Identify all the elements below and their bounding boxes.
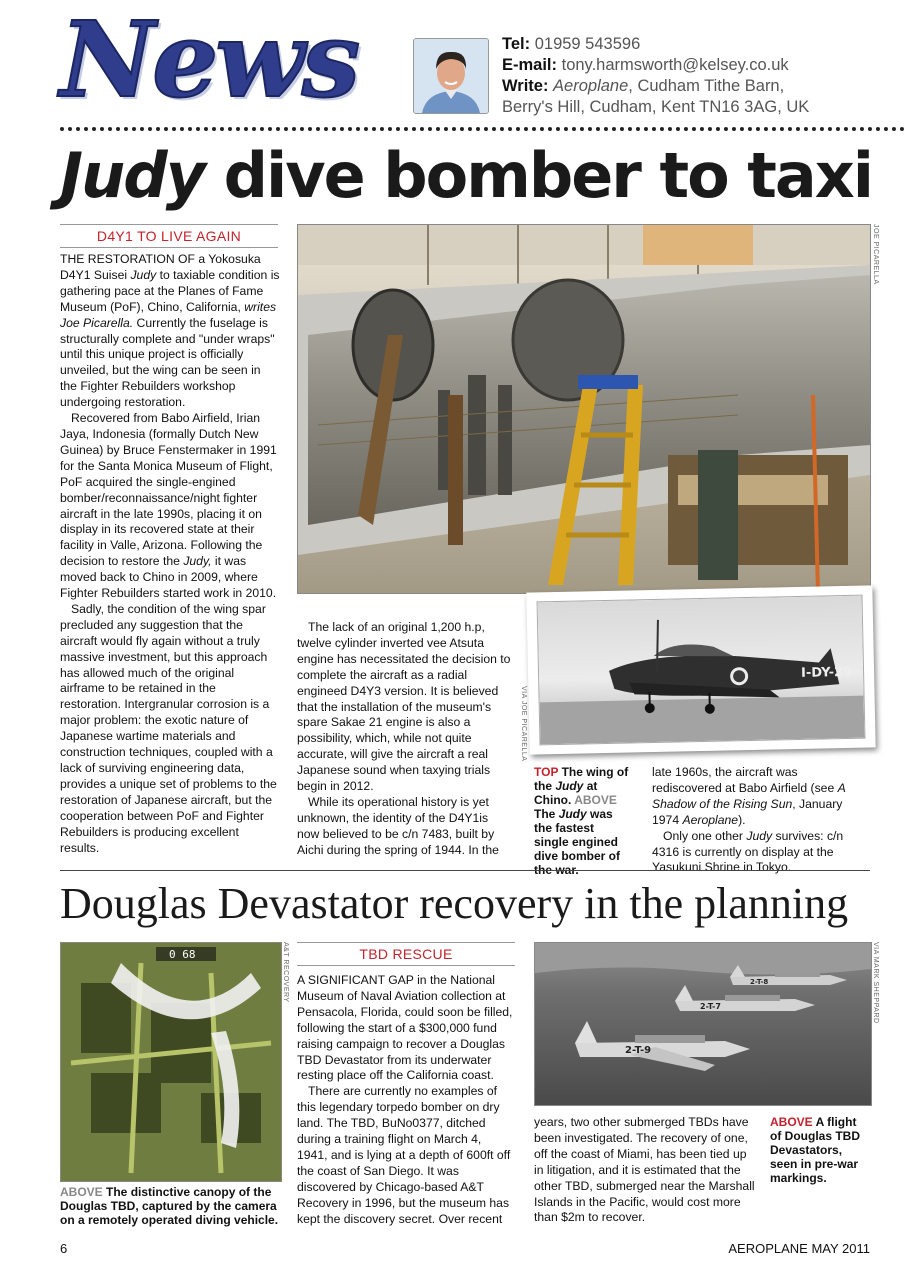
story2-caption-left xyxy=(60,1185,282,1227)
story1-column2 xyxy=(297,620,513,859)
story2-caption-right xyxy=(770,1115,870,1185)
story2-col1-p2: There are currently no examples of this legendary torpedo bomber on dry land. The TBD, BuNo0377, ditched during a training flight on March 4, 1941, and is lying at a depth of 600ft off the coast of San Diego. It was discovered by Chicago-based A&T Recovery in 1996, but the museum has kept the discovery secret. Over recent xyxy=(297,1084,511,1226)
story2-column2 xyxy=(534,1115,756,1226)
page-number: 6 xyxy=(60,1241,68,1256)
tel-value: 01959 543596 xyxy=(534,35,641,53)
write-address-line1: , Cudham Tithe Barn, xyxy=(628,77,785,95)
story2-headline: Douglas Devastator recovery in the planning xyxy=(60,879,849,928)
story1-column1 xyxy=(60,252,280,856)
email-value[interactable]: tony.harmsworth@kelsey.co.uk xyxy=(561,56,789,74)
caption-right-text: A flight of Douglas TBD Devastators, seen in pre-war markings. xyxy=(770,1115,860,1185)
caption-top-text-a: The wing of the xyxy=(534,765,629,793)
col1-p2-b: it was moved back to Chino in 2009, where Fighter Rebuilders started work in 2010. xyxy=(60,554,277,601)
col2-p1: The lack of an original 1,200 h.p, twelve cylinder inverted vee Atsuta engine has necessitated the decision to complete the aircraft as a radial engineed D4Y3 version. It is believed that the installation of the museum's spare Sakae 21 engine is also a possibility, which, while not quite accurate, will give the aircraft a real Japanese sound when taxying trials begin in 2012. xyxy=(297,620,511,794)
photo-credit-main: JOE PICARELLA xyxy=(872,224,879,285)
col1-p2-a: Recovered from Babo Airfield, Irian Jaya, Indonesia (formally Dutch New Guinea) by Bruce Fenstermaker in 1991 for the Santa Monica Museum of Flight, PoF acquired the single-engined bomber/reconnaissance/night fighter aircraft in the late 1990s, placing it on display in its recovered state at their facility in Valle, Arizona. Following the decision to restore the xyxy=(60,411,277,569)
caption-above-text-a: The xyxy=(534,807,559,821)
story2-column1 xyxy=(297,973,515,1228)
col3-p1-b: , January 1974 xyxy=(652,796,843,827)
caption-above-text-b: was the fastest single engined dive bomber of the war. xyxy=(534,807,621,877)
contact-block xyxy=(502,34,809,118)
col1-p2-judy: Judy, xyxy=(183,554,212,569)
tbd-canopy-photo xyxy=(60,942,282,1182)
col3-p1-mag: Aeroplane xyxy=(682,812,739,827)
caption-above-judy: Judy xyxy=(558,807,587,821)
col1-p1-b: to taxiable condition is gathering pace at the Planes of Fame Museum (PoF), Chino, California, xyxy=(60,267,280,314)
photo-credit-formation: VIA MARK SHEPPARD xyxy=(872,942,879,1024)
dotted-divider xyxy=(60,127,905,131)
caption-top-label: TOP xyxy=(534,765,559,779)
aircraft-code: I-DY-29 xyxy=(800,664,853,681)
headline-rest: dive bomber to taxi xyxy=(204,139,872,212)
col2-p2: While its operational history is yet unknown, the identity of the D4Y1is now believed to be c/n 7483, built by Aichi during the spring of 1944. In the xyxy=(297,794,499,857)
caption-left-text: The distinctive canopy of the Douglas TBD, captured by the camera on a remotely operated diving vehicle. xyxy=(60,1185,279,1227)
headline-italic: Judy xyxy=(60,139,205,212)
wing-photo xyxy=(297,224,871,594)
plane-code-1: 2-T-9 xyxy=(625,1045,652,1056)
editor-portrait xyxy=(413,38,489,114)
inset-photo-frame xyxy=(526,585,875,754)
story1-kicker: D4Y1 TO LIVE AGAIN xyxy=(60,224,278,248)
video-counter: 0 68 xyxy=(169,948,196,961)
story1-caption xyxy=(534,765,632,877)
plane-code-3: 2-T-8 xyxy=(750,978,769,986)
story2-col2-p1: years, two other submerged TBDs have been investigated. The recovery of one, off the coast of Miami, has been tied up in litigation, and it is estimated that the other TBD, submerged near the Marshall Islands in the Pacific, would cost more than $2m to recover. xyxy=(534,1115,755,1225)
col1-p1-c: Currently the fuselage is structurally complete and "under wraps" until this unique project is officially unveiled, but the wing can be seen in the Fighter Rebuilders workshop undergoing restoration. xyxy=(60,315,275,410)
col3-p2-b: survives: c/n 4316 is currently on display at the Yasukuni Shrine in Tokyo. xyxy=(652,828,844,875)
tbd-formation-photo xyxy=(534,942,872,1106)
caption-top-text-b: at Chino. xyxy=(534,779,598,807)
story-divider xyxy=(60,870,870,871)
story2-col1-p1: A SIGNIFICANT GAP in the National Museum of Naval Aviation collection at Pensacola, Florida, could soon be filled, following the start of a $300,000 fund raising campaign to recover a Douglas TBD Devastator from its underwater resting place off the California coast. xyxy=(297,973,513,1083)
col1-p1-judy: Judy xyxy=(130,267,157,282)
col1-p1-a: THE RESTORATION OF a Yokosuka D4Y1 Suisei xyxy=(60,252,261,282)
story1-column3 xyxy=(652,765,870,876)
caption-right-label: ABOVE xyxy=(770,1115,813,1129)
caption-top-judy: Judy xyxy=(555,779,584,793)
judy-aircraft-photo xyxy=(537,595,866,746)
email-label: E-mail: xyxy=(502,56,558,74)
col3-p2-a: Only one other xyxy=(663,828,747,843)
write-address-line2: Berry's Hill, Cudham, Kent TN16 3AG, UK xyxy=(502,98,810,116)
story1-headline xyxy=(60,136,872,216)
write-publication: Aeroplane xyxy=(553,77,629,95)
col3-p2-judy: Judy xyxy=(746,828,773,843)
caption-left-label: ABOVE xyxy=(60,1185,103,1199)
issue-label: AEROPLANE MAY 2011 xyxy=(728,1241,870,1256)
col3-p1-a: late 1960s, the aircraft was rediscovered at Babo Airfield (see xyxy=(652,765,838,795)
tel-label: Tel: xyxy=(502,35,531,53)
col1-p3: Sadly, the condition of the wing spar precluded any suggestion that the aircraft would fly again without a truly massive investment, but this approach has allowed much of the original airframe to be retained in the restoration. Intergranular corrosion is a major problem: the exotic nature of Japanese wartime materials and construction techniques, coupled with a lack of surviving engineering data, provides a unique set of problems to the restoration of Japanese aircraft, but the cooperation between PoF and Fighter Rebuilders is producing excellent results. xyxy=(60,601,277,855)
story2-kicker: TBD RESCUE xyxy=(297,942,515,966)
photo-credit-inset: VIA JOE PICARELLA xyxy=(520,686,527,762)
plane-code-2: 2-T-7 xyxy=(700,1002,721,1011)
col1-p1-writes: writes Joe Picarella. xyxy=(60,299,277,330)
write-label: Write: xyxy=(502,77,549,95)
section-logo: News xyxy=(60,0,358,121)
col3-p1-c: ). xyxy=(738,812,746,827)
caption-above-label: ABOVE xyxy=(574,793,617,807)
col3-p1-title: A Shadow of the Rising Sun xyxy=(652,780,846,811)
photo-credit-canopy: A&T RECOVERY xyxy=(282,942,289,1003)
